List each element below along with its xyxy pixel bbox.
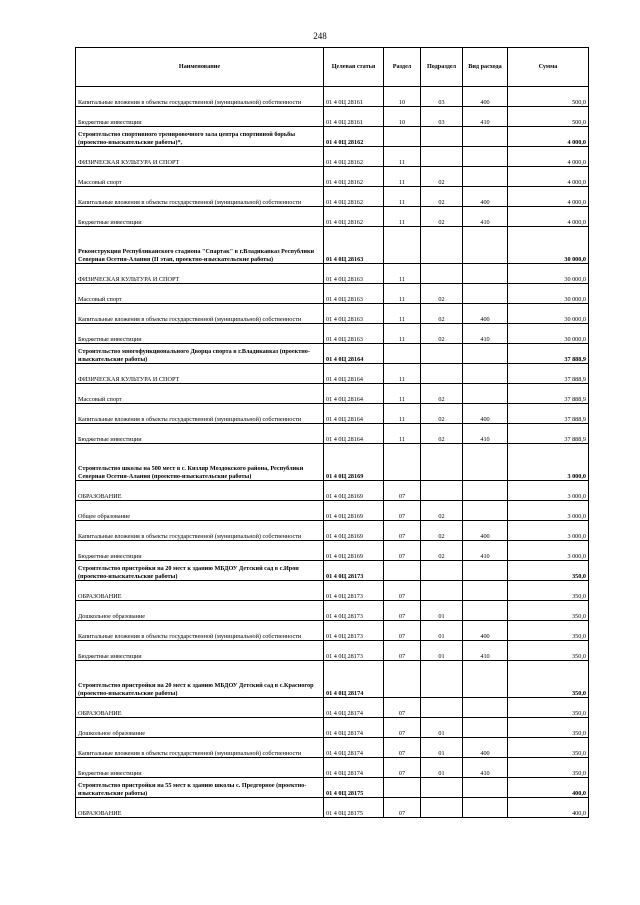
cell-subsection	[421, 581, 463, 601]
cell-amount: 350,0	[508, 758, 589, 778]
cell-name: Капитальные вложения в объекты государственной (муниципальной) собственности	[76, 738, 324, 758]
cell-name: Дошкольное образование	[76, 718, 324, 738]
cell-subsection: 02	[421, 424, 463, 444]
table-row	[76, 384, 589, 404]
cell-amount: 4 000,0	[508, 147, 589, 167]
cell-section: 11	[384, 284, 421, 304]
cell-target: 01 4 0Ц 28164	[324, 424, 384, 444]
cell-expense-type	[463, 661, 508, 698]
cell-subsection: 02	[421, 167, 463, 187]
table-row	[76, 444, 589, 481]
cell-name: Капитальные вложения в объекты государственной (муниципальной) собственности	[76, 404, 324, 424]
cell-section: 07	[384, 798, 421, 818]
cell-amount: 500,0	[508, 87, 589, 107]
cell-target: 01 4 0Ц 28162	[324, 167, 384, 187]
cell-subsection	[421, 778, 463, 798]
cell-expense-type	[463, 718, 508, 738]
table-row	[76, 601, 589, 621]
cell-amount: 500,0	[508, 107, 589, 127]
cell-section: 11	[384, 424, 421, 444]
cell-expense-type	[463, 778, 508, 798]
cell-subsection	[421, 661, 463, 698]
cell-subsection: 01	[421, 601, 463, 621]
cell-subsection: 01	[421, 738, 463, 758]
cell-amount: 4 000,0	[508, 127, 589, 147]
cell-target: 01 4 0Ц 28164	[324, 344, 384, 364]
cell-target: 01 4 0Ц 28173	[324, 621, 384, 641]
table-row	[76, 364, 589, 384]
table-row	[76, 227, 589, 264]
cell-target: 01 4 0Ц 28169	[324, 521, 384, 541]
cell-expense-type	[463, 501, 508, 521]
cell-amount: 30 000,0	[508, 304, 589, 324]
cell-expense-type	[463, 561, 508, 581]
cell-subsection	[421, 561, 463, 581]
cell-name: Бюджетные инвестиции	[76, 324, 324, 344]
cell-subsection: 02	[421, 207, 463, 227]
cell-target: 01 4 0Ц 28163	[324, 227, 384, 264]
cell-name: Реконструкция Республиканского стадиона "Спартак" в г.Владикавказ Республики Северная Осетия-Алания (II этап, проектно-изыскательские работы)	[76, 227, 324, 264]
cell-target: 01 4 0Ц 28163	[324, 284, 384, 304]
table-row	[76, 661, 589, 698]
cell-name: Строительство спортивного тренировочного зала центра спортивной борьбы (проектно-изыскательские работы)*,	[76, 127, 324, 147]
table-row	[76, 424, 589, 444]
cell-amount: 350,0	[508, 718, 589, 738]
cell-amount: 3 000,0	[508, 541, 589, 561]
cell-subsection: 01	[421, 758, 463, 778]
cell-section: 07	[384, 521, 421, 541]
budget-table	[75, 47, 589, 818]
cell-subsection	[421, 344, 463, 364]
table-row	[76, 127, 589, 147]
table-row	[76, 264, 589, 284]
cell-name: Бюджетные инвестиции	[76, 758, 324, 778]
cell-section: 10	[384, 87, 421, 107]
cell-amount: 30 000,0	[508, 324, 589, 344]
cell-subsection	[421, 127, 463, 147]
cell-expense-type: 410	[463, 107, 508, 127]
table-row	[76, 621, 589, 641]
cell-subsection: 02	[421, 324, 463, 344]
cell-subsection: 02	[421, 187, 463, 207]
cell-target: 01 4 0Ц 28174	[324, 661, 384, 698]
cell-expense-type	[463, 147, 508, 167]
table-row	[76, 404, 589, 424]
cell-amount: 30 000,0	[508, 264, 589, 284]
cell-target: 01 4 0Ц 28173	[324, 581, 384, 601]
cell-expense-type: 410	[463, 541, 508, 561]
cell-target: 01 4 0Ц 28162	[324, 127, 384, 147]
table-row	[76, 521, 589, 541]
cell-name: Капитальные вложения в объекты государственной (муниципальной) собственности	[76, 621, 324, 641]
table-row	[76, 641, 589, 661]
cell-subsection	[421, 444, 463, 481]
cell-target: 01 4 0Ц 28169	[324, 444, 384, 481]
cell-subsection	[421, 364, 463, 384]
cell-expense-type	[463, 601, 508, 621]
cell-section	[384, 661, 421, 698]
cell-section: 11	[384, 167, 421, 187]
cell-name: ФИЗИЧЕСКАЯ КУЛЬТУРА И СПОРТ	[76, 264, 324, 284]
cell-amount: 350,0	[508, 641, 589, 661]
cell-section: 07	[384, 718, 421, 738]
cell-name: Строительство пристройки на 20 мест к зданию МБДОУ Детский сад в с.Красногор (проектно-изыскательские работы)	[76, 661, 324, 698]
cell-section	[384, 778, 421, 798]
cell-subsection	[421, 698, 463, 718]
cell-amount: 4 000,0	[508, 207, 589, 227]
cell-name: ОБРАЗОВАНИЕ	[76, 698, 324, 718]
cell-section	[384, 561, 421, 581]
cell-name: Капитальные вложения в объекты государственной (муниципальной) собственности	[76, 521, 324, 541]
cell-section: 07	[384, 501, 421, 521]
cell-target: 01 4 0Ц 28161	[324, 107, 384, 127]
table-row	[76, 167, 589, 187]
cell-target: 01 4 0Ц 28169	[324, 481, 384, 501]
cell-expense-type	[463, 698, 508, 718]
header-name: Наименование	[76, 48, 324, 87]
cell-amount: 4 000,0	[508, 167, 589, 187]
cell-subsection: 01	[421, 621, 463, 641]
cell-target: 01 4 0Ц 28161	[324, 87, 384, 107]
cell-target: 01 4 0Ц 28164	[324, 364, 384, 384]
header-subsection: Подраздел	[421, 48, 463, 87]
cell-section: 11	[384, 147, 421, 167]
cell-amount: 3 000,0	[508, 501, 589, 521]
cell-subsection: 02	[421, 284, 463, 304]
table-row	[76, 284, 589, 304]
cell-section: 07	[384, 481, 421, 501]
cell-name: Капитальные вложения в объекты государственной (муниципальной) собственности	[76, 304, 324, 324]
cell-subsection	[421, 798, 463, 818]
cell-section: 07	[384, 541, 421, 561]
cell-section: 07	[384, 641, 421, 661]
table-row	[76, 87, 589, 107]
cell-expense-type	[463, 264, 508, 284]
cell-name: Строительство школы на 500 мест в с. Кизляр Моздокского района, Республики Северная Осетия-Алания (проектно-изыскательские работы)	[76, 444, 324, 481]
cell-subsection: 02	[421, 404, 463, 424]
cell-expense-type	[463, 364, 508, 384]
cell-target: 01 4 0Ц 28174	[324, 738, 384, 758]
cell-name: Массовый спорт	[76, 284, 324, 304]
cell-subsection: 01	[421, 718, 463, 738]
cell-subsection: 02	[421, 501, 463, 521]
cell-subsection	[421, 481, 463, 501]
cell-target: 01 4 0Ц 28164	[324, 384, 384, 404]
cell-section: 07	[384, 581, 421, 601]
cell-target: 01 4 0Ц 28164	[324, 404, 384, 424]
cell-target: 01 4 0Ц 28173	[324, 641, 384, 661]
cell-target: 01 4 0Ц 28163	[324, 324, 384, 344]
cell-section: 11	[384, 304, 421, 324]
cell-section: 07	[384, 621, 421, 641]
cell-expense-type: 410	[463, 758, 508, 778]
cell-target: 01 4 0Ц 28162	[324, 207, 384, 227]
cell-section: 10	[384, 107, 421, 127]
table-row	[76, 344, 589, 364]
cell-subsection: 02	[421, 384, 463, 404]
cell-amount: 30 000,0	[508, 284, 589, 304]
cell-amount: 350,0	[508, 561, 589, 581]
table-row	[76, 481, 589, 501]
cell-section	[384, 444, 421, 481]
cell-expense-type: 400	[463, 738, 508, 758]
table-row	[76, 698, 589, 718]
cell-name: Строительство многофункционального Дворца спорта в г.Владикавказ (проектно-изыскательские работы)	[76, 344, 324, 364]
cell-name: ОБРАЗОВАНИЕ	[76, 798, 324, 818]
table-row	[76, 718, 589, 738]
cell-target: 01 4 0Ц 28169	[324, 541, 384, 561]
cell-section: 11	[384, 264, 421, 284]
cell-amount: 3 000,0	[508, 521, 589, 541]
cell-target: 01 4 0Ц 28175	[324, 798, 384, 818]
cell-section	[384, 127, 421, 147]
cell-target: 01 4 0Ц 28163	[324, 304, 384, 324]
cell-section: 07	[384, 758, 421, 778]
cell-amount: 350,0	[508, 661, 589, 698]
cell-expense-type: 410	[463, 207, 508, 227]
cell-section: 11	[384, 324, 421, 344]
table-row	[76, 581, 589, 601]
cell-name: Дошкольное образование	[76, 601, 324, 621]
cell-section: 11	[384, 187, 421, 207]
cell-amount: 350,0	[508, 698, 589, 718]
cell-amount: 3 000,0	[508, 481, 589, 501]
cell-amount: 3 000,0	[508, 444, 589, 481]
cell-expense-type	[463, 227, 508, 264]
cell-expense-type	[463, 581, 508, 601]
cell-target: 01 4 0Ц 28175	[324, 778, 384, 798]
table-row	[76, 778, 589, 798]
cell-amount: 37 888,9	[508, 364, 589, 384]
cell-target: 01 4 0Ц 28173	[324, 601, 384, 621]
table-row	[76, 304, 589, 324]
cell-expense-type	[463, 284, 508, 304]
cell-expense-type: 400	[463, 187, 508, 207]
cell-name: Бюджетные инвестиции	[76, 641, 324, 661]
cell-section: 07	[384, 738, 421, 758]
cell-subsection: 01	[421, 641, 463, 661]
cell-name: Бюджетные инвестиции	[76, 107, 324, 127]
cell-expense-type: 400	[463, 304, 508, 324]
cell-section: 11	[384, 404, 421, 424]
cell-name: Массовый спорт	[76, 384, 324, 404]
cell-section	[384, 344, 421, 364]
cell-amount: 350,0	[508, 601, 589, 621]
cell-target: 01 4 0Ц 28173	[324, 561, 384, 581]
cell-subsection	[421, 264, 463, 284]
table-row	[76, 561, 589, 581]
cell-expense-type: 410	[463, 424, 508, 444]
cell-name: ОБРАЗОВАНИЕ	[76, 581, 324, 601]
table-row	[76, 738, 589, 758]
header-expense-type: Вид расхода	[463, 48, 508, 87]
header-target: Целевая статья	[324, 48, 384, 87]
cell-target: 01 4 0Ц 28162	[324, 187, 384, 207]
cell-target: 01 4 0Ц 28169	[324, 501, 384, 521]
cell-section: 07	[384, 698, 421, 718]
table-row	[76, 187, 589, 207]
cell-expense-type	[463, 798, 508, 818]
cell-section	[384, 227, 421, 264]
table-row	[76, 501, 589, 521]
cell-expense-type	[463, 481, 508, 501]
table-body	[76, 87, 589, 818]
cell-expense-type: 400	[463, 404, 508, 424]
cell-section: 11	[384, 364, 421, 384]
cell-subsection: 02	[421, 304, 463, 324]
cell-expense-type	[463, 167, 508, 187]
cell-target: 01 4 0Ц 28163	[324, 264, 384, 284]
cell-name: Общее образование	[76, 501, 324, 521]
cell-name: Бюджетные инвестиции	[76, 541, 324, 561]
header-amount: Сумма	[508, 48, 589, 87]
cell-subsection: 02	[421, 521, 463, 541]
cell-name: ОБРАЗОВАНИЕ	[76, 481, 324, 501]
cell-expense-type: 410	[463, 324, 508, 344]
cell-subsection	[421, 227, 463, 264]
cell-amount: 400,0	[508, 778, 589, 798]
page-number: 248	[313, 31, 327, 41]
cell-name: Строительство пристройки на 55 мест к зданию школы с. Предгорное (проектно-изыскательские работы)	[76, 778, 324, 798]
cell-name: Бюджетные инвестиции	[76, 424, 324, 444]
cell-name: ФИЗИЧЕСКАЯ КУЛЬТУРА И СПОРТ	[76, 147, 324, 167]
cell-expense-type	[463, 444, 508, 481]
cell-expense-type: 410	[463, 641, 508, 661]
cell-amount: 37 888,9	[508, 384, 589, 404]
cell-expense-type: 400	[463, 521, 508, 541]
cell-target: 01 4 0Ц 28162	[324, 147, 384, 167]
cell-amount: 350,0	[508, 621, 589, 641]
cell-name: Массовый спорт	[76, 167, 324, 187]
cell-target: 01 4 0Ц 28174	[324, 698, 384, 718]
cell-expense-type	[463, 384, 508, 404]
cell-target: 01 4 0Ц 28174	[324, 758, 384, 778]
table-row	[76, 107, 589, 127]
cell-expense-type: 400	[463, 621, 508, 641]
cell-name: Капитальные вложения в объекты государственной (муниципальной) собственности	[76, 87, 324, 107]
cell-amount: 37 888,9	[508, 424, 589, 444]
cell-expense-type	[463, 344, 508, 364]
cell-expense-type: 400	[463, 87, 508, 107]
table-row	[76, 147, 589, 167]
table-row	[76, 324, 589, 344]
table-row	[76, 207, 589, 227]
table-row	[76, 798, 589, 818]
cell-subsection: 03	[421, 107, 463, 127]
cell-section: 11	[384, 207, 421, 227]
table-header-row	[76, 48, 589, 87]
cell-subsection	[421, 147, 463, 167]
header-section: Раздел	[384, 48, 421, 87]
cell-name: Капитальные вложения в объекты государственной (муниципальной) собственности	[76, 187, 324, 207]
cell-target: 01 4 0Ц 28174	[324, 718, 384, 738]
cell-subsection: 03	[421, 87, 463, 107]
table-row	[76, 758, 589, 778]
cell-name: Строительство пристройки на 20 мест к зданию МБДОУ Детский сад в с.Ирон (проектно-изыскательские работы)	[76, 561, 324, 581]
cell-amount: 30 000,0	[508, 227, 589, 264]
cell-amount: 350,0	[508, 738, 589, 758]
cell-section: 11	[384, 384, 421, 404]
cell-amount: 37 888,9	[508, 344, 589, 364]
cell-amount: 37 888,9	[508, 404, 589, 424]
cell-subsection: 02	[421, 541, 463, 561]
cell-name: Бюджетные инвестиции	[76, 207, 324, 227]
cell-amount: 350,0	[508, 581, 589, 601]
cell-amount: 400,0	[508, 798, 589, 818]
cell-section: 07	[384, 601, 421, 621]
cell-amount: 4 000,0	[508, 187, 589, 207]
table-row	[76, 541, 589, 561]
cell-expense-type	[463, 127, 508, 147]
cell-name: ФИЗИЧЕСКАЯ КУЛЬТУРА И СПОРТ	[76, 364, 324, 384]
